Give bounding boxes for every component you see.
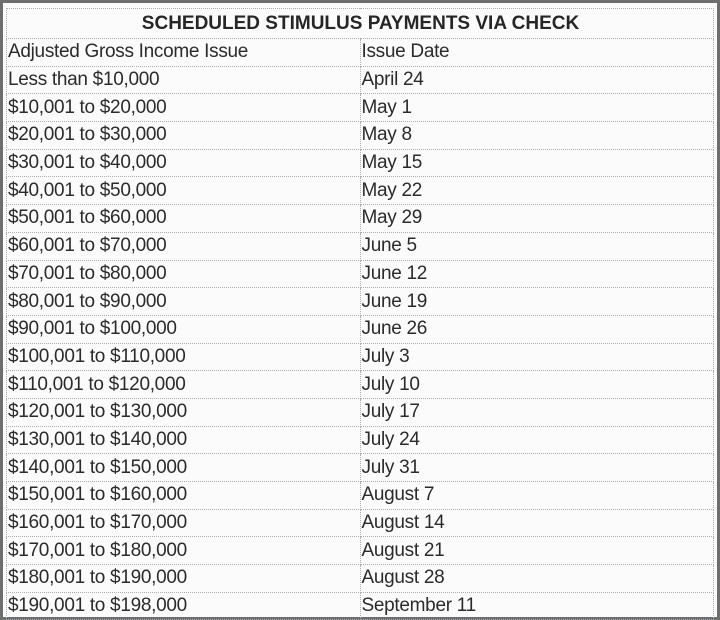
title-row — [7, 9, 714, 39]
table-row — [7, 343, 714, 371]
table-row — [7, 149, 714, 177]
income-cell: $190,001 to $198,000 — [7, 592, 361, 620]
date-cell: July 24 — [360, 426, 714, 454]
date-cell: May 8 — [360, 122, 714, 150]
table-row — [7, 122, 714, 150]
header-issue-date: Issue Date — [360, 39, 714, 67]
date-cell: August 28 — [360, 565, 714, 593]
document-frame — [3, 3, 717, 617]
table-row — [7, 592, 714, 620]
date-cell: June 12 — [360, 260, 714, 288]
income-cell: $50,001 to $60,000 — [7, 205, 361, 233]
table-row — [7, 371, 714, 399]
table-row — [7, 315, 714, 343]
income-cell: $80,001 to $90,000 — [7, 288, 361, 316]
income-cell: $150,001 to $160,000 — [7, 482, 361, 510]
date-cell: July 31 — [360, 454, 714, 482]
date-cell: June 26 — [360, 315, 714, 343]
income-cell: $90,001 to $100,000 — [7, 315, 361, 343]
date-cell: July 10 — [360, 371, 714, 399]
date-cell: August 21 — [360, 537, 714, 565]
date-cell: May 29 — [360, 205, 714, 233]
table-row — [7, 398, 714, 426]
table-row — [7, 177, 714, 205]
date-cell: June 19 — [360, 288, 714, 316]
date-cell: May 15 — [360, 149, 714, 177]
date-cell: August 7 — [360, 482, 714, 510]
table-row — [7, 288, 714, 316]
date-cell: August 14 — [360, 509, 714, 537]
income-cell: $10,001 to $20,000 — [7, 94, 361, 122]
income-cell: $100,001 to $110,000 — [7, 343, 361, 371]
date-cell: June 5 — [360, 232, 714, 260]
income-cell: $130,001 to $140,000 — [7, 426, 361, 454]
date-cell: April 24 — [360, 66, 714, 94]
table-row — [7, 509, 714, 537]
table-row — [7, 260, 714, 288]
table-row — [7, 232, 714, 260]
income-cell: Less than $10,000 — [7, 66, 361, 94]
date-cell: July 17 — [360, 398, 714, 426]
table-title: SCHEDULED STIMULUS PAYMENTS VIA CHECK — [7, 9, 714, 39]
income-cell: $140,001 to $150,000 — [7, 454, 361, 482]
income-cell: $70,001 to $80,000 — [7, 260, 361, 288]
income-cell: $120,001 to $130,000 — [7, 398, 361, 426]
table-row — [7, 94, 714, 122]
income-cell: $160,001 to $170,000 — [7, 509, 361, 537]
stimulus-schedule-table — [6, 8, 714, 620]
date-cell: May 1 — [360, 94, 714, 122]
date-cell: May 22 — [360, 177, 714, 205]
table-row — [7, 537, 714, 565]
table-row — [7, 205, 714, 233]
table-row — [7, 565, 714, 593]
table-row — [7, 66, 714, 94]
income-cell: $60,001 to $70,000 — [7, 232, 361, 260]
income-cell: $20,001 to $30,000 — [7, 122, 361, 150]
date-cell: September 11 — [360, 592, 714, 620]
table-row — [7, 482, 714, 510]
income-cell: $170,001 to $180,000 — [7, 537, 361, 565]
income-cell: $110,001 to $120,000 — [7, 371, 361, 399]
table-row — [7, 454, 714, 482]
income-cell: $30,001 to $40,000 — [7, 149, 361, 177]
income-cell: $40,001 to $50,000 — [7, 177, 361, 205]
table-row — [7, 426, 714, 454]
header-row — [7, 39, 714, 67]
header-income: Adjusted Gross Income Issue — [7, 39, 361, 67]
date-cell: July 3 — [360, 343, 714, 371]
income-cell: $180,001 to $190,000 — [7, 565, 361, 593]
